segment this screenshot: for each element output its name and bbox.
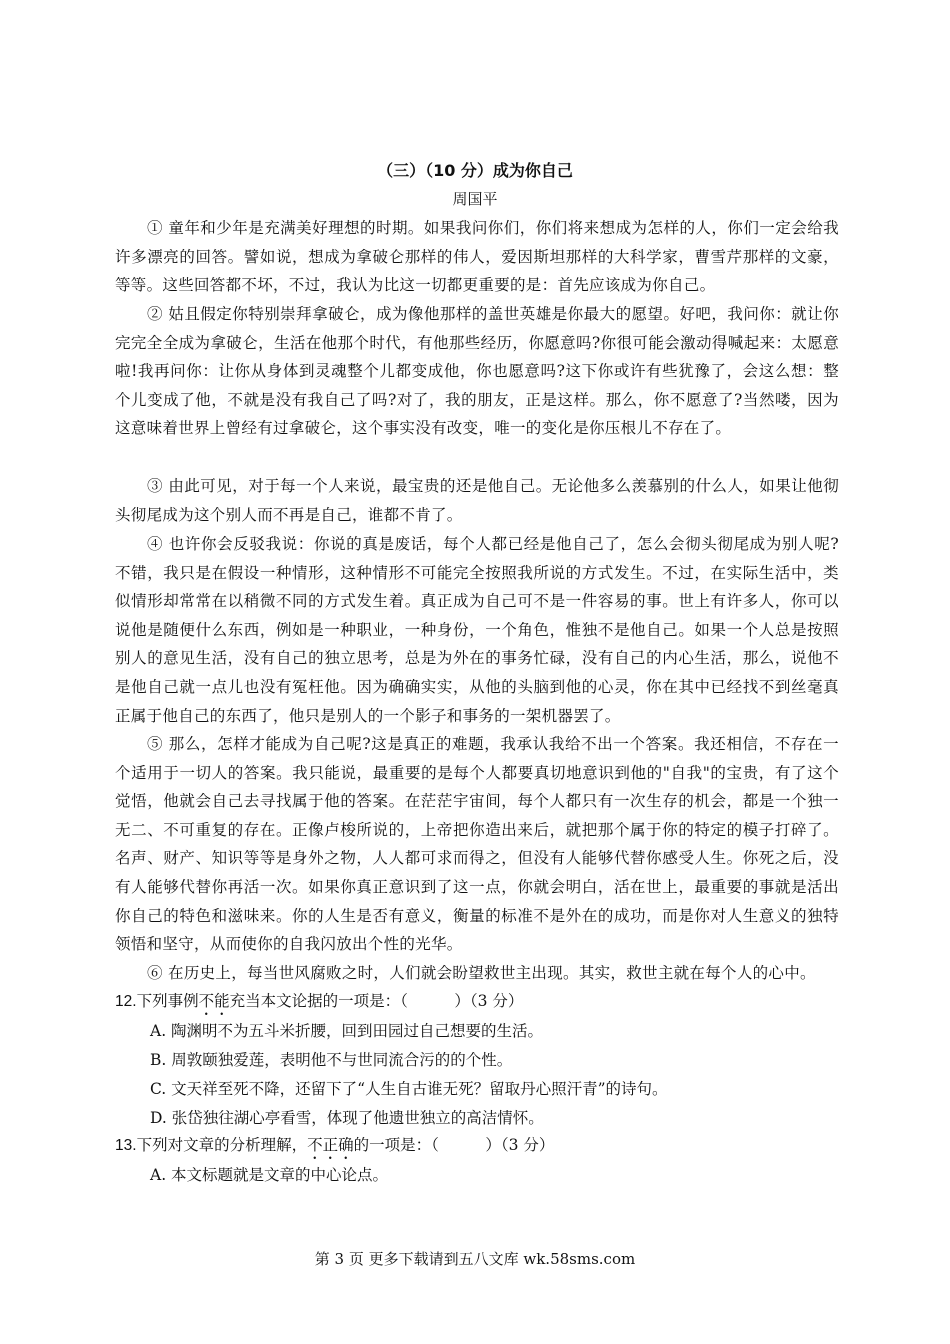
- paragraph-2: ② 姑且假定你特别崇拜拿破仑，成为像他那样的盖世英雄是你最大的愿望。好吧，我问你：就让你完完全全成为拿破仑，生活在他那个时代，有他那些经历，你愿意吗?你很可能会激动得喊起来：太愿意啦!我再问你：让你从身体到灵魂整个儿都变成他，你也愿意吗?这下你或许有些犹豫了，会这么想：整个儿变成了他，不就是没有我自己了吗?对了，我的朋友，正是这样。那么，你不愿意了?当然喽，因为这意味着世界上曾经有过拿破仑，这个事实没有改变，唯一的变化是你压根儿不存在了。: [115, 305, 839, 438]
- question-number: 12.: [115, 993, 137, 1010]
- question-stem: 下列对文章的分析理解，: [136, 1136, 308, 1154]
- question-12-option-d: D. 张岱独往湖心亭看雪，体现了他遗世独立的高洁情怀。: [150, 1109, 544, 1127]
- question-stem-tail: 充当本文论据的一项是：（ ）（3 分）: [229, 992, 524, 1010]
- emphasis-text: 不正确: [307, 1136, 354, 1154]
- paragraph-6: ⑥ 在历史上，每当世风腐败之时，人们就会盼望救世主出现。其实，救世主就在每个人的心中。: [147, 964, 816, 982]
- emphasis-text: 不能: [198, 992, 230, 1010]
- question-13: [115, 1131, 839, 1163]
- question-stem-tail: 的一项是：（ ）（3 分）: [353, 1136, 555, 1154]
- section-title: （三）（10 分）成为你自己: [377, 161, 573, 180]
- paragraph-5: ⑤ 那么，怎样才能成为自己呢?这是真正的难题，我承认我给不出一个答案。我还相信，不存在一个适用于一切人的答案。我只能说，最重要的是每个人都要真切地意识到他的"自我"的宝贵，有了这个觉悟，他就会自己去寻找属于他的答案。在茫茫宇宙间，每个人都只有一次生存的机会，都是一个独一无二、不可重复的存在。正像卢梭所说的，上帝把你造出来后，就把那个属于你的特定的模子打碎了。名声、财产、知识等等是身外之物，人人都可求而得之，但没有人能够代替你感受人生。你死之后，没有人能够代替你再活一次。如果你真正意识到了这一点，你就会明白，活在世上，最重要的事就是活出你自己的特色和滋味来。你的人生是否有意义，衡量的标准不是外在的成功，而是你对人生意义的独特领悟和坚守，从而使你的自我闪放出个性的光华。: [115, 735, 839, 954]
- question-number: 13.: [115, 1137, 137, 1154]
- paragraph-4: ④ 也许你会反驳我说：你说的真是废话，每个人都已经是他自己了，怎么会彻头彻尾成为别人呢?不错，我只是在假设一种情形，这种情形不可能完全按照我所说的方式发生。不过，在实际生活中，类似情形却常常在以稍微不同的方式发生着。真正成为自己可不是一件容易的事。世上有许多人，你可以说他是随便什么东西，例如是一种职业，一种身份，一个角色，惟独不是他自己。如果一个人总是按照别人的意见生活，没有自己的独立思考，总是为外在的事务忙碌，没有自己的内心生活，那么，说他不是他自己就一点儿也没有冤枉他。因为确确实实，从他的头脑到他的心灵，你在其中已经找不到丝毫真正属于他自己的东西了，他只是别人的一个影子和事务的一架机器罢了。: [115, 535, 839, 725]
- question-12: [115, 987, 839, 1019]
- question-13-option-a: A. 本文标题就是文章的中心论点。: [150, 1166, 389, 1184]
- author-name: 周国平: [452, 190, 498, 208]
- question-stem: 下列事例: [136, 992, 199, 1010]
- question-12-option-a: A. 陶渊明不为五斗米折腰，回到田园过自己想要的生活。: [150, 1022, 544, 1040]
- question-12-option-c: C. 文天祥至死不降，还留下了“人生自古谁无死？留取丹心照汗青”的诗句。: [150, 1080, 668, 1098]
- paragraph-3: ③ 由此可见，对于每一个人来说，最宝贵的还是他自己。无论他多么羡慕别的什么人，如果让他彻头彻尾成为这个别人而不再是自己，谁都不肯了。: [115, 477, 839, 524]
- question-12-option-b: B. 周敦颐独爱莲，表明他不与世同流合污的的个性。: [150, 1051, 513, 1069]
- paragraph-1: ① 童年和少年是充满美好理想的时期。如果我问你们，你们将来想成为怎样的人，你们一定会给我许多漂亮的回答。譬如说，想成为拿破仑那样的伟人，爱因斯坦那样的大科学家，曹雪芹那样的文豪，等等。这些回答都不坏，不过，我认为比这一切都更重要的是：首先应该成为你自己。: [115, 219, 839, 295]
- page-footer: 第 3 页 更多下载请到五八文库 wk.58sms.com: [314, 1250, 636, 1268]
